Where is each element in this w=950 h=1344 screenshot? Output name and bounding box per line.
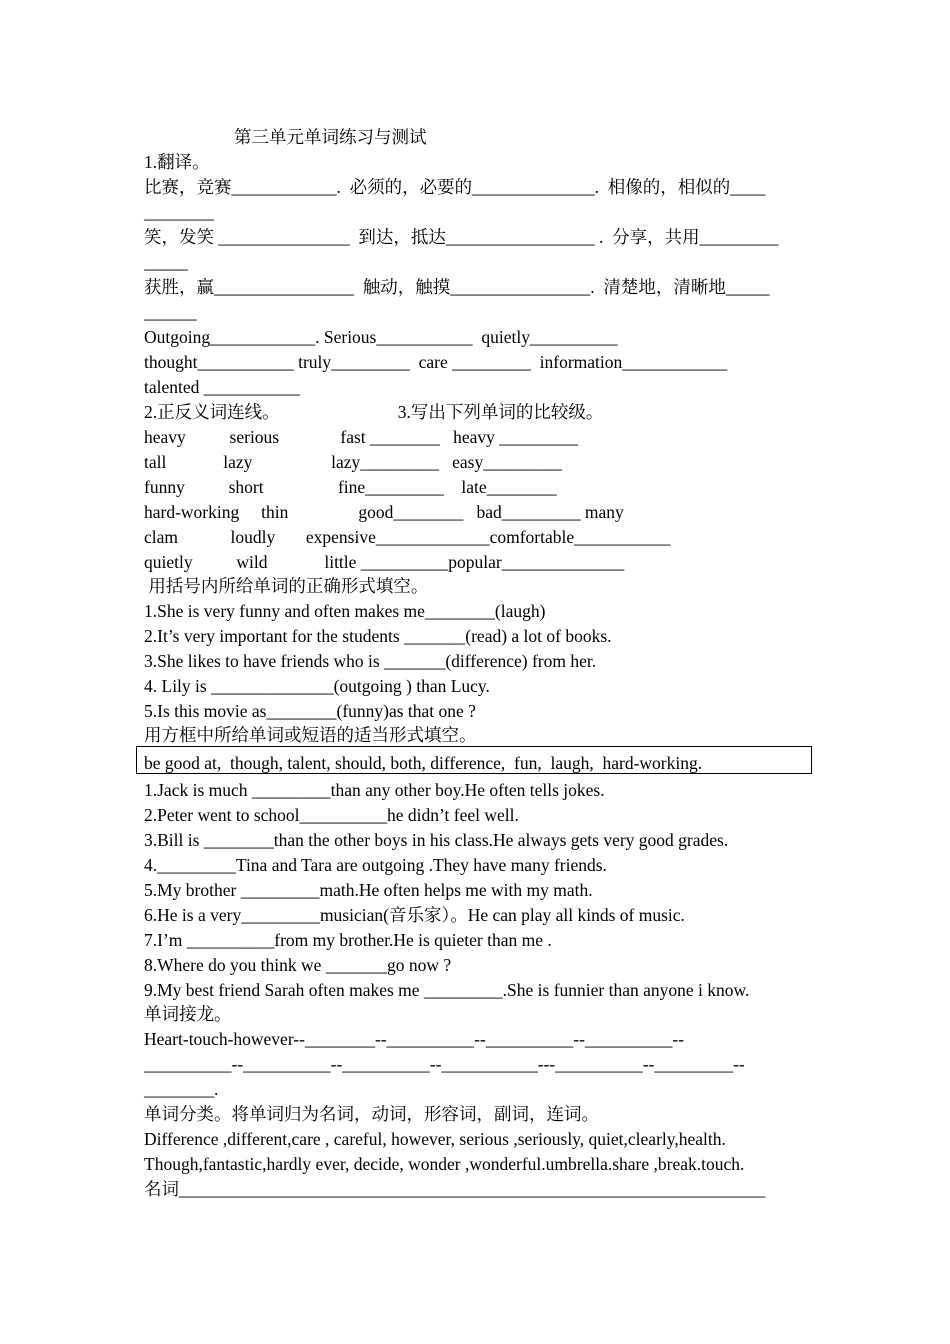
word-form-q1: 1.She is very funny and often makes me________(laugh) [144,601,546,621]
antonym-row-2: tall lazy lazy_________ easy_________ [144,452,562,472]
word-box-q8: 8.Where do you think we _______go now ? [144,955,452,975]
classify-words-line-1: Difference ,different,care , careful, however, serious ,seriously, quiet,clearly,health. [144,1129,726,1149]
word-box-q1: 1.Jack is much _________than any other boy.He often tells jokes. [144,780,605,800]
section-translate-heading: 1.翻译。 [144,152,210,172]
translate-line-2-wrap: _____ [144,252,188,272]
word-form-q4: 4. Lily is ______________(outgoing ) than Lucy. [144,676,490,696]
antonym-row-3: funny short fine_________ late________ [144,477,557,497]
word-box-q6: 6.He is a very_________musician(音乐家）。He can play all kinds of music. [144,905,685,925]
section-word-box-heading: 用方框中所给单词或短语的适当形式填空。 [144,725,477,745]
translate-line-4: Outgoing____________. Serious___________ quietly__________ [144,327,618,347]
translate-line-1-wrap: ________ [144,202,214,222]
antonym-row-6: quietly wild little __________popular______________ [144,552,625,572]
translate-line-3: 获胜，赢________________ 触动，触摸________________. 清楚地，清晰地_____ [144,277,770,297]
word-box-q5: 5.My brother _________math.He often helps me with my math. [144,880,593,900]
translate-line-1: 比赛，竞赛____________. 必须的，必要的______________. 相像的，相似的____ [144,177,766,197]
word-form-q5: 5.Is this movie as________(funny)as that one ? [144,701,476,721]
translate-line-3-wrap: ______ [144,302,197,322]
antonym-row-4: hard-working thin good________ bad_________ many [144,502,624,522]
classify-words-line-2: Though,fantastic,hardly ever, decide, wonder ,wonderful.umbrella.share ,break.touch. [144,1154,745,1174]
word-box-content: be good at, though, talent, should, both, difference, fun, laugh, hard-working. [144,753,703,773]
word-box-q4: 4._________Tina and Tara are outgoing .They have many friends. [144,855,607,875]
section-word-form-heading: 用括号内所给单词的正确形式填空。 [144,576,429,596]
page-title: 第三单元单词练习与测试 [234,127,427,147]
section-word-chain-heading: 单词接龙。 [144,1004,232,1024]
section-classify-heading: 单词分类。将单词归为名词，动词，形容词，副词，连词。 [144,1104,599,1124]
antonym-row-5: clam loudly expensive_____________comfortable___________ [144,527,671,547]
section-antonym-comparative-heading: 2.正反义词连线。 3.写出下列单词的比较级。 [144,402,604,422]
antonym-row-1: heavy serious fast ________ heavy _________ [144,427,579,447]
word-box-q7: 7.I’m __________from my brother.He is quieter than me . [144,930,552,950]
translate-line-6: talented ___________ [144,377,301,397]
classify-noun-line: 名词___________________________________________________________________ [144,1179,766,1199]
word-chain-line-3: ________. [144,1079,219,1099]
word-chain-line-1: Heart-touch-however--________--__________--__________--__________-- [144,1029,685,1049]
word-chain-line-2: __________--__________--__________--___________---__________--_________-- [144,1054,745,1074]
word-box-q3: 3.Bill is ________than the other boys in his class.He always gets very good grades. [144,830,729,850]
translate-line-5: thought___________ truly_________ care _________ information____________ [144,352,728,372]
translate-line-2: 笑，发笑 _______________ 到达，抵达_________________ . 分享，共用_________ [144,227,779,247]
word-box-q9: 9.My best friend Sarah often makes me _________.She is funnier than anyone i know. [144,980,750,1000]
word-form-q2: 2.It’s very important for the students _______(read) a lot of books. [144,626,612,646]
word-form-q3: 3.She likes to have friends who is _______(difference) from her. [144,651,597,671]
word-box-q2: 2.Peter went to school__________he didn’t feel well. [144,805,519,825]
